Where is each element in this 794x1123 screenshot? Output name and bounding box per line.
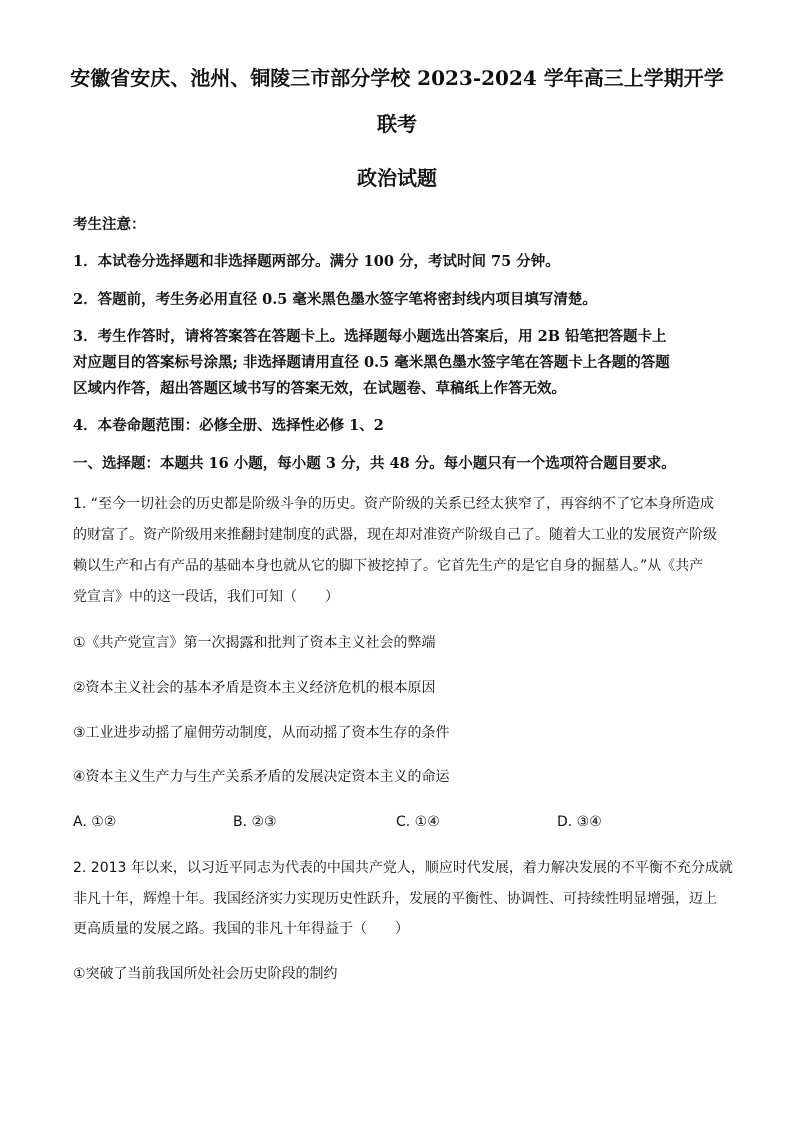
question-1-stem-line-3: 赖以生产和占有产品的基础本身也就从它的脚下被挖掉了。它首先生产的是它自身的掘墓人。”从《共产: [73, 558, 704, 574]
question-1-choice-d: D. ③④: [557, 814, 602, 830]
question-1-choice-c: C. ①④: [396, 814, 440, 830]
notice-item-4: 4．本卷命题范围：必修全册、选择性必修 1、2: [73, 417, 384, 434]
question-2-stem-line-2: 非凡十年，辉煌十年。我国经济实力实现历史性跃升，发展的平衡性、协调性、可持续性明显增强，迈上: [73, 891, 717, 907]
question-1-option-1: ①《共产党宣言》第一次揭露和批判了资本主义社会的弊端: [73, 635, 436, 651]
question-1-option-2: ②资本主义社会的基本矛盾是资本主义经济危机的根本原因: [73, 680, 436, 696]
question-2-stem-line-3: 更高质量的发展之路。我国的非凡十年得益于（ ）: [73, 921, 409, 937]
question-1-stem-line-4: 党宣言》中的这一段话，我们可知（ ）: [73, 589, 339, 605]
exam-title-line-1: 安徽省安庆、池州、铜陵三市部分学校 2023-2024 学年高三上学期开学: [70, 66, 724, 90]
question-1-stem-line-1: 1. “至今一切社会的历史都是阶级斗争的历史。资产阶级的关系已经太狭窄了，再容纳不了它本身所造成: [73, 496, 715, 512]
question-1-choice-b: B. ②③: [233, 814, 277, 830]
question-1-choice-a: A. ①②: [73, 814, 117, 830]
question-1-option-4: ④资本主义生产力与生产关系矛盾的发展决定资本主义的命运: [73, 769, 450, 785]
question-2-stem-line-1: 2. 2013 年以来，以习近平同志为代表的中国共产党人，顺应时代发展，着力解决发展的不平衡不充分成就: [73, 860, 733, 876]
notice-item-1: 1．本试卷分选择题和非选择题两部分。满分 100 分，考试时间 75 分钟。: [73, 253, 560, 270]
question-2-option-1: ①突破了当前我国所处社会历史阶段的制约: [73, 966, 338, 982]
notice-heading: 考生注意：: [73, 216, 146, 233]
section-1-heading: 一、选择题：本题共 16 小题，每小题 3 分，共 48 分。每小题只有一个选项符合题目要求。: [73, 455, 676, 472]
notice-item-3-line-1: 3．考生作答时，请将答案答在答题卡上。选择题每小题选出答案后，用 2B 铅笔把答题卡上: [73, 328, 667, 345]
exam-subject-title: 政治试题: [357, 166, 437, 190]
notice-item-3-line-2: 对应题目的答案标号涂黑; 非选择题请用直径 0.5 毫米黑色墨水签字笔在答题卡上各题的答题: [73, 354, 670, 371]
question-1-stem-line-2: 的财富了。资产阶级用来推翻封建制度的武器，现在却对准资产阶级自己了。随着大工业的发展资产阶级: [73, 527, 717, 543]
notice-item-2: 2．答题前，考生务必用直径 0.5 毫米黑色墨水签字笔将密封线内项目填写清楚。: [73, 291, 597, 308]
notice-item-3-line-3: 区域内作答，超出答题区域书写的答案无效，在试题卷、草稿纸上作答无效。: [73, 380, 566, 397]
exam-title-line-2: 联考: [377, 112, 417, 136]
question-1-option-3: ③工业进步动摇了雇佣劳动制度，从而动摇了资本生存的条件: [73, 725, 450, 741]
